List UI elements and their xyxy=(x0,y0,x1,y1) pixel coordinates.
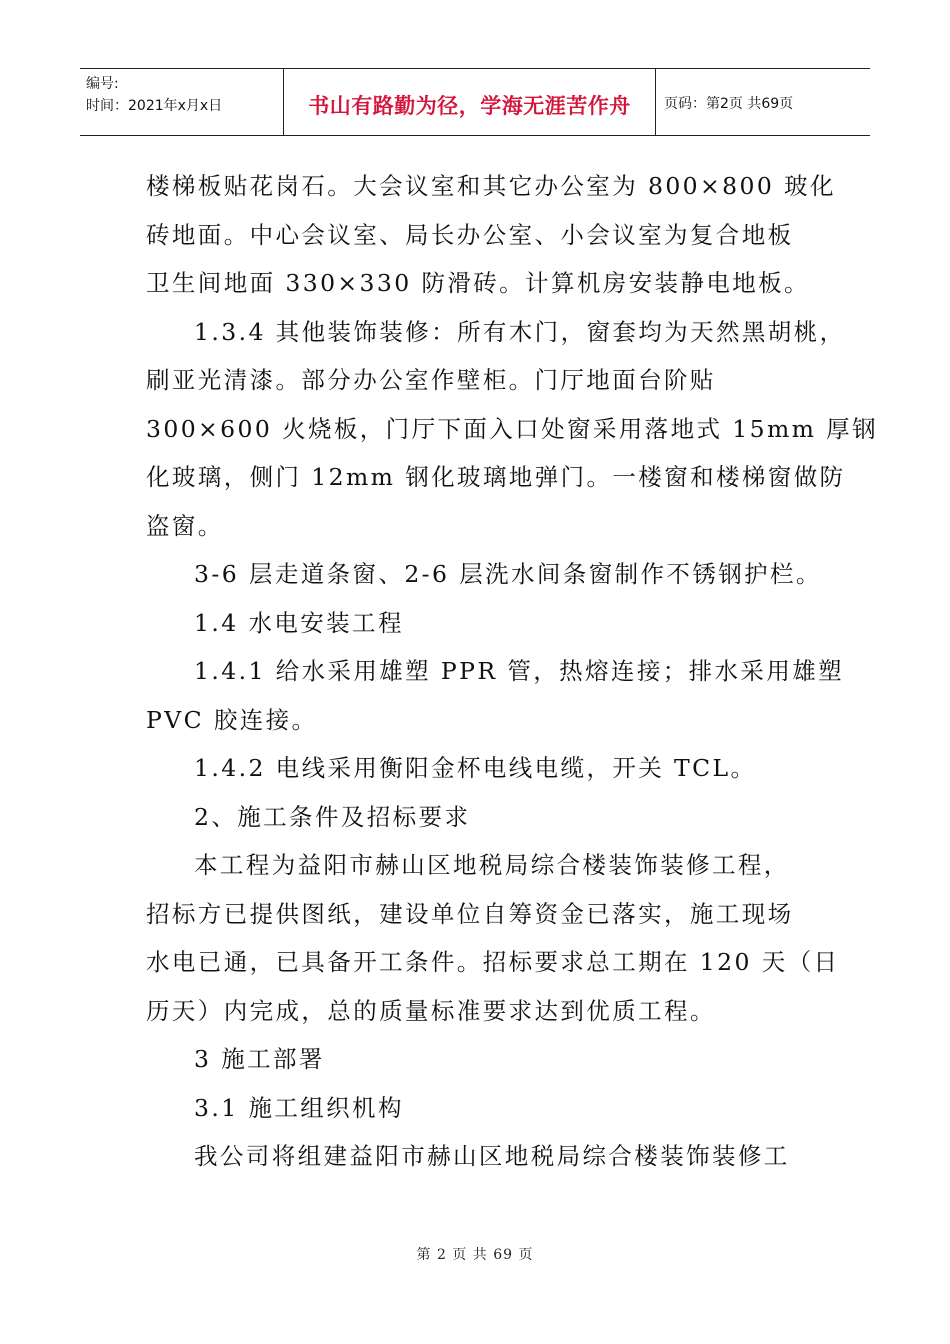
body-line: 化玻璃，侧门 12mm 钢化玻璃地弹门。一楼窗和楼梯窗做防 xyxy=(146,463,846,491)
body-line: 盗窗。 xyxy=(146,511,224,540)
body-line: 1.3.4 其他装饰装修：所有木门，窗套均为天然黑胡桃， xyxy=(194,317,846,346)
document-body xyxy=(146,162,878,1181)
body-line: 1.4.2 电线采用衡阳金杯电线电缆，开关 TCL。 xyxy=(194,754,757,782)
header-meta-cell xyxy=(80,69,283,135)
body-line: 卫生间地面 330×330 防滑砖。计算机房安装静电地板。 xyxy=(146,269,810,297)
section-heading: 1.4 水电安装工程 xyxy=(194,608,404,637)
body-line: 招标方已提供图纸，建设单位自筹资金已落实，施工现场 xyxy=(146,899,794,928)
header-page-cell xyxy=(656,69,870,135)
body-line: 我公司将组建益阳市赫山区地税局综合楼装饰装修工 xyxy=(194,1142,790,1170)
body-line: 历天）内完成，总的质量标准要求达到优质工程。 xyxy=(146,996,716,1025)
document-header xyxy=(80,68,870,136)
body-line: 刷亚光清漆。部分办公室作壁柜。门厅地面台阶贴 xyxy=(146,366,716,394)
section-heading: 3 施工部署 xyxy=(194,1045,325,1073)
body-line: 3-6 层走道条窗、2-6 层洗水间条窗制作不锈钢护栏。 xyxy=(194,560,822,588)
body-line: PVC 胶连接。 xyxy=(146,705,318,734)
header-motto-cell xyxy=(283,69,656,135)
header-page-info: 页码：第2页 共69页 xyxy=(664,96,794,112)
body-line: 楼梯板贴花岗石。大会议室和其它办公室为 800×800 玻化 xyxy=(146,172,836,200)
body-line: 水电已通，已具备开工条件。招标要求总工期在 120 天（日 xyxy=(146,948,840,976)
body-line: 1.4.1 给水采用雄塑 PPR 管，热熔连接；排水采用雄塑 xyxy=(194,657,845,685)
body-line: 300×600 火烧板，门厅下面入口处窗采用落地式 15mm 厚钢 xyxy=(146,414,878,443)
body-line: 砖地面。中心会议室、局长办公室、小会议室为复合地板 xyxy=(146,220,794,249)
section-heading: 3.1 施工组织机构 xyxy=(194,1093,404,1122)
document-code-label: 编号: xyxy=(86,76,119,92)
footer-page-number: 第 2 页 共 69 页 xyxy=(416,1247,534,1263)
header-motto: 书山有路勤为径，学海无涯苦作舟 xyxy=(308,94,631,118)
body-line: 本工程为益阳市赫山区地税局综合楼装饰装修工程， xyxy=(194,851,790,879)
document-time-label: 时间：2021年x月x日 xyxy=(86,98,223,114)
page-footer xyxy=(0,1244,950,1264)
section-heading: 2、施工条件及招标要求 xyxy=(194,802,471,831)
